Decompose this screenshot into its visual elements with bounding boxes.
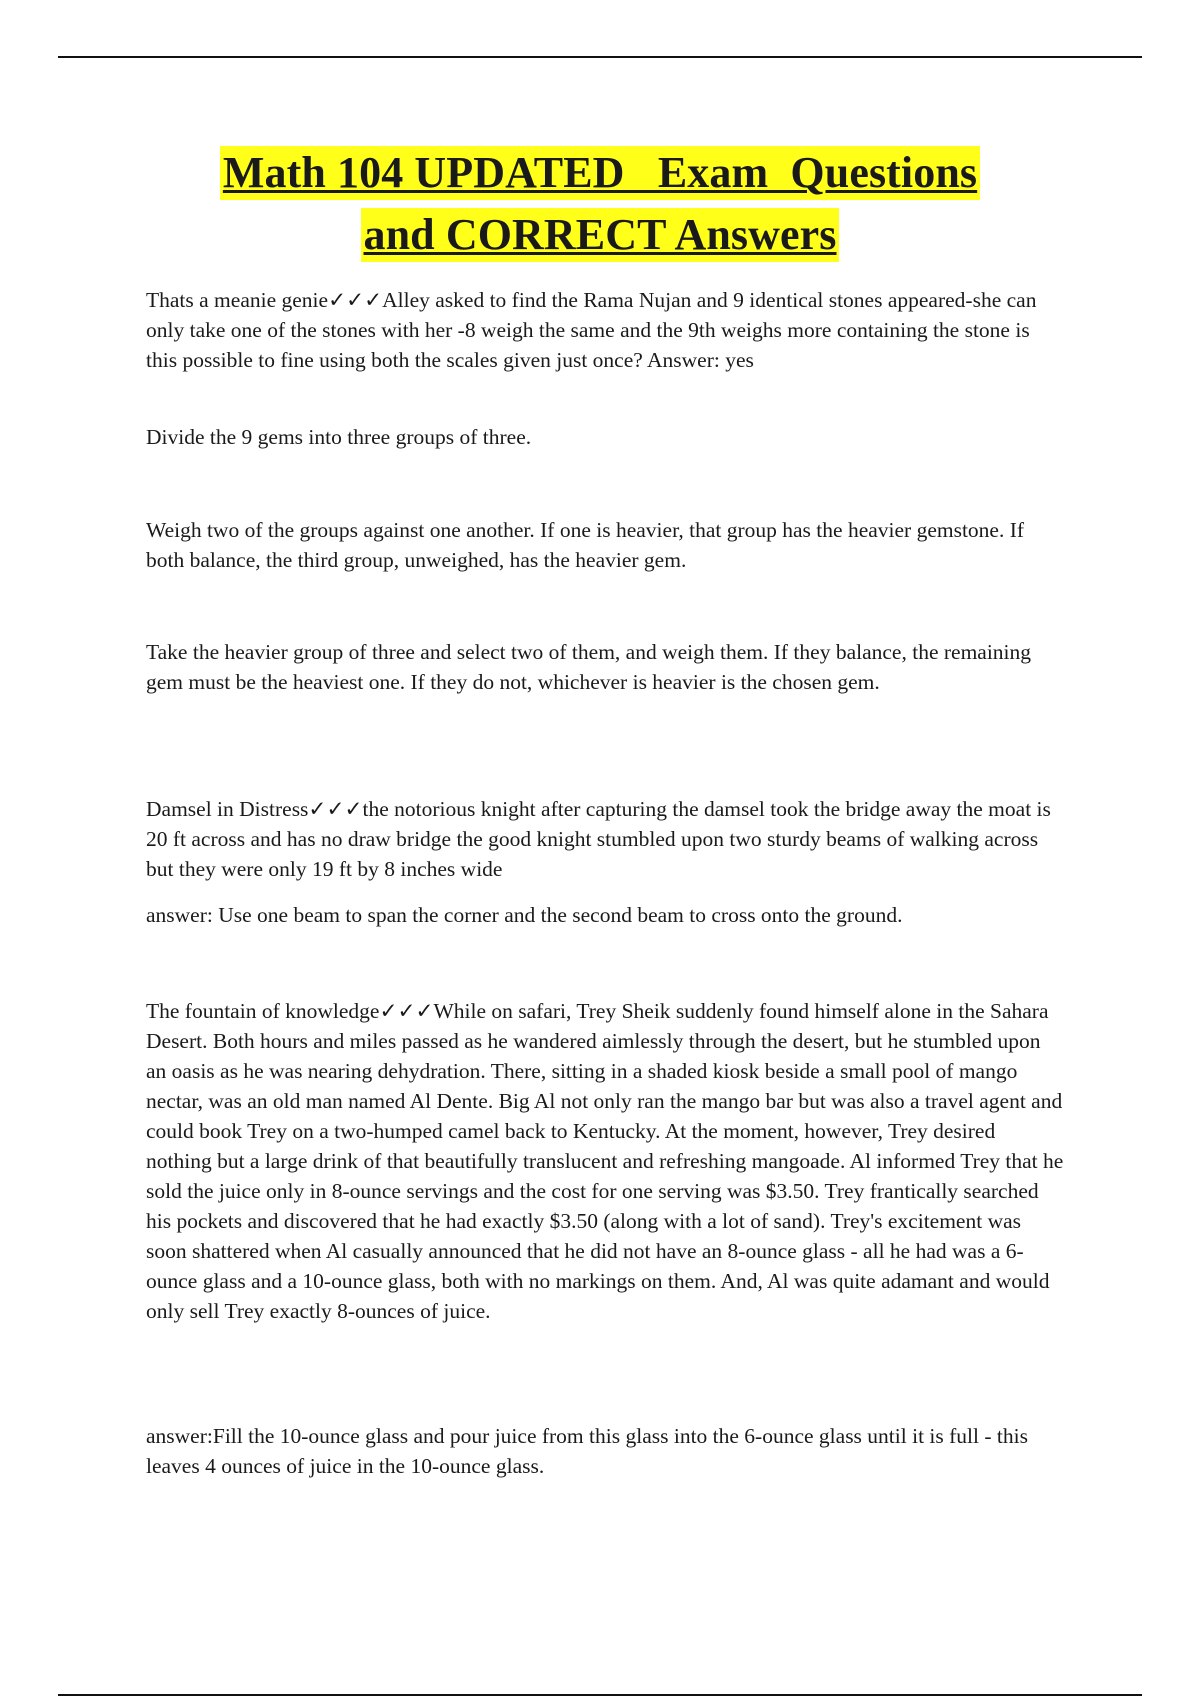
paragraph-weigh-groups: Weigh two of the groups against one another. If one is heavier, that group has the heavier gemstone. If both balance, the third group, unweighed, has the heavier gem. [146,518,1025,572]
paragraph-meanie-genie: Thats a meanie genie✓✓✓Alley asked to find the Rama Nujan and 9 identical stones appeared-she can only take one of the stones with her -8 weigh the same and the 9th weighs more containing the stone is this possible to fine using both the scales given just once? Answer: yes [146,288,1037,372]
document-title [60,146,1140,270]
paragraph-fountain-answer: answer:Fill the 10-ounce glass and pour juice from this glass into the 6-ounce glass until it is full - this leaves 4 ounces of juice in the 10-ounce glass. [146,1424,1028,1478]
paragraph-damsel-answer: answer: Use one beam to span the corner and the second beam to cross onto the ground. [146,903,903,927]
paragraph-heavier-group: Take the heavier group of three and select two of them, and weigh them. If they balance, the remaining gem must be the heaviest one. If they do not, whichever is heavier is the chosen gem. [146,640,1032,694]
top-rule [58,56,1142,58]
paragraph-damsel-in-distress: Damsel in Distress✓✓✓the notorious knight after capturing the damsel took the bridge away the moat is 20 ft across and has no draw bridge the good knight stumbled upon two sturdy beams of walking across but they were only 19 ft by 8 inches wide [146,797,1051,881]
title-line-2: and CORRECT Answers [361,208,840,262]
title-line-1: Math 104 UPDATED Exam Questions [220,146,980,200]
paragraph-fountain-of-knowledge: The fountain of knowledge✓✓✓While on safari, Trey Sheik suddenly found himself alone in the Sahara Desert. Both hours and miles passed as he wandered aimlessly through the desert, but he stumbled upon an oasis as he was nearing dehydration. There, sitting in a shaded kiosk beside a small pool of mango nectar, was an old man named Al Dente. Big Al not only ran the mango bar but was also a travel agent and could book Trey on a two-humped camel back to Kentucky. At the moment, however, Trey desired nothing but a large drink of that beautifully translucent and refreshing mangoade. Al informed Trey that he sold the juice only in 8-ounce servings and the cost for one serving was $3.50. Trey frantically searched his pockets and discovered that he had exactly $3.50 (along with a lot of sand). Trey's excitement was soon shattered when Al casually announced that he did not have an 8-ounce glass - all he had was a 6-ounce glass and a 10-ounce glass, both with no markings on them. And, Al was quite adamant and would only sell Trey exactly 8-ounces of juice. [146,999,1064,1323]
bottom-rule [58,1694,1142,1696]
paragraph-divide-gems: Divide the 9 gems into three groups of three. [146,425,532,449]
